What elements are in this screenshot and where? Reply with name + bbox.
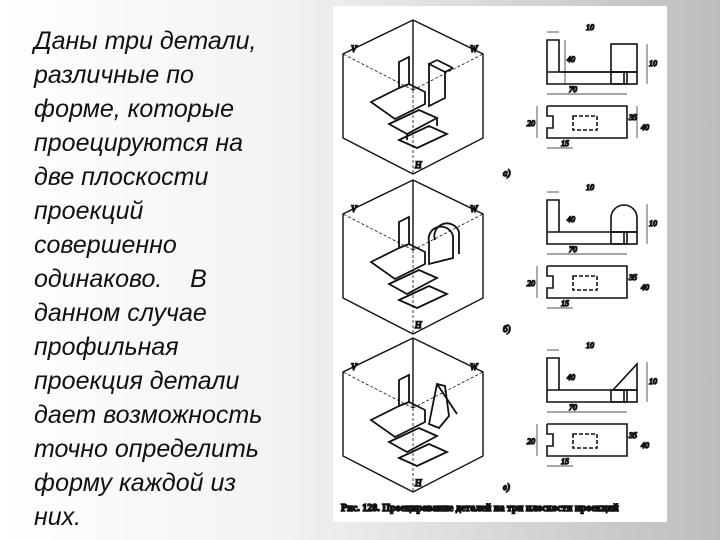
text-line: две плоскости xyxy=(34,163,209,191)
dim-height: 40 xyxy=(567,215,575,224)
slide-body-text xyxy=(34,24,319,534)
part-drawing-c xyxy=(371,375,457,466)
text-line: профильная xyxy=(34,333,179,361)
top-view-c xyxy=(537,424,627,466)
text-line: проекция детали xyxy=(34,367,240,395)
text-line: них. xyxy=(34,503,82,531)
text-line: дает возможность xyxy=(34,401,263,429)
dim-bottom: 15 xyxy=(561,139,569,148)
dim-35: 35 xyxy=(629,273,637,282)
side-view-c xyxy=(611,362,647,402)
dim-right: 10 xyxy=(649,377,657,386)
top-view-a xyxy=(537,106,637,148)
dim-height: 40 xyxy=(567,55,575,64)
axis-w-label: W xyxy=(470,204,478,214)
text-line: точно определить xyxy=(34,435,259,463)
text-line: форму каждой из xyxy=(34,469,237,497)
panel-label: в) xyxy=(503,482,510,492)
part-drawing-a xyxy=(371,57,453,148)
panel-a xyxy=(343,20,657,178)
text-line: одинаково. В xyxy=(34,265,207,293)
isometric-cube-c xyxy=(343,338,483,492)
text-line: проекций xyxy=(34,197,144,225)
axis-w-label: W xyxy=(470,44,478,54)
axis-v-label: V xyxy=(351,362,357,372)
text-line: форме, которые xyxy=(34,95,234,123)
axis-h-label: H xyxy=(415,160,422,170)
isometric-cube-b xyxy=(343,180,483,334)
axis-h-label: H xyxy=(415,320,422,330)
figure-caption: Рис. 128. Проецирование деталей на три плоскости проекций xyxy=(341,503,619,514)
side-view-a xyxy=(611,44,647,84)
text-line: данном случае xyxy=(34,299,207,327)
dim-length: 70 xyxy=(569,85,577,94)
text-line: различные по xyxy=(34,61,194,89)
panel-label: б) xyxy=(503,324,511,334)
text-line: проецируются на xyxy=(34,129,244,157)
dim-35: 35 xyxy=(629,113,637,122)
panel-b xyxy=(343,180,657,334)
axis-w-label: W xyxy=(470,362,478,372)
side-view-b xyxy=(611,204,647,244)
dim-right: 10 xyxy=(649,59,657,68)
dim-left-height: 20 xyxy=(527,119,535,128)
dim-height: 40 xyxy=(567,373,575,382)
dim-length: 70 xyxy=(569,245,577,254)
top-view-b xyxy=(537,266,627,308)
axis-v-label: V xyxy=(351,44,357,54)
axis-v-label: V xyxy=(351,204,357,214)
dim-left-height: 20 xyxy=(527,279,535,288)
axis-h-label: H xyxy=(415,478,422,488)
dim-bottom: 15 xyxy=(561,299,569,308)
textbook-figure xyxy=(333,6,667,522)
dim-top-width: 10 xyxy=(586,341,594,350)
dim-left-height: 20 xyxy=(527,437,535,446)
panel-c xyxy=(343,338,657,492)
dim-length: 70 xyxy=(569,403,577,412)
panel-label: а) xyxy=(503,168,511,178)
text-line: Даны три детали, xyxy=(34,27,257,55)
dim-right: 10 xyxy=(649,219,657,228)
dim-top-width: 10 xyxy=(586,23,594,32)
text-line: совершенно xyxy=(34,231,177,259)
dim-40: 40 xyxy=(641,283,649,292)
dim-35: 35 xyxy=(629,431,637,440)
isometric-cube-a xyxy=(343,20,483,174)
dim-bottom: 15 xyxy=(561,457,569,466)
dim-40: 40 xyxy=(641,123,649,132)
dim-top-width: 10 xyxy=(586,183,594,192)
dim-40: 40 xyxy=(641,441,649,450)
part-drawing-b xyxy=(371,217,459,308)
